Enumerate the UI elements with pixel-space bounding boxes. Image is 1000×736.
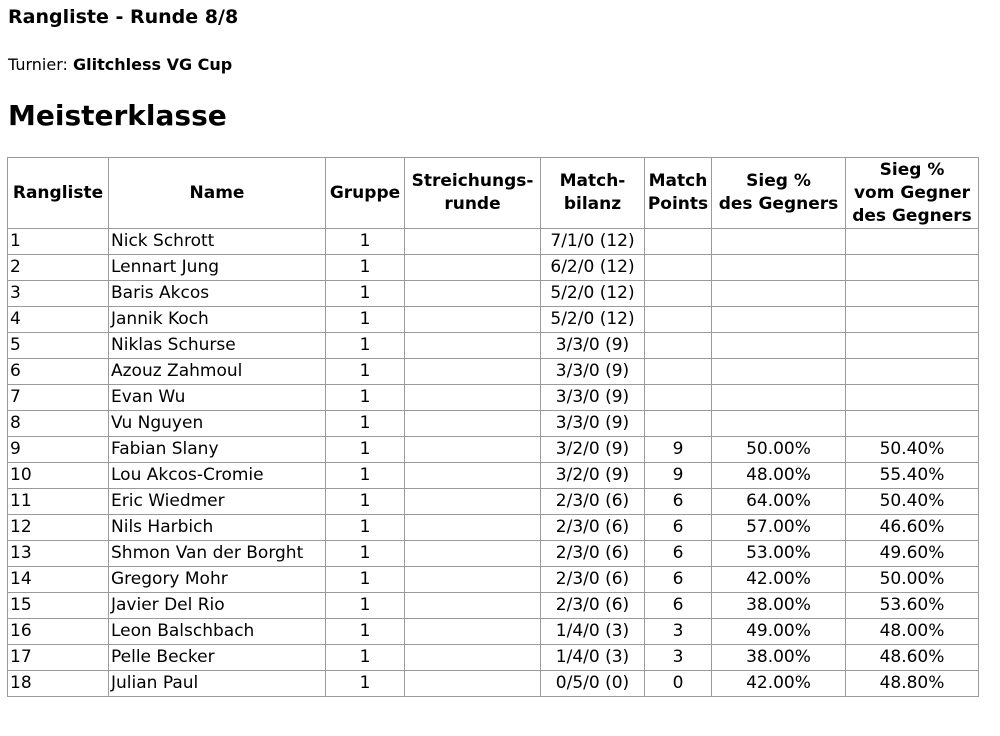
match-record-cell: 3/3/0 (9) (541, 411, 645, 437)
drop-round-cell (405, 333, 541, 359)
drop-round-cell (405, 489, 541, 515)
col-header-line: Match (648, 171, 708, 191)
group-cell: 1 (326, 619, 405, 645)
group-cell: 1 (326, 437, 405, 463)
rank-cell: 12 (8, 515, 109, 541)
match-record-cell: 5/2/0 (12) (541, 281, 645, 307)
match-record-cell: 3/3/0 (9) (541, 359, 645, 385)
match-points-cell: 6 (645, 515, 712, 541)
opp-opp-win-cell (846, 411, 979, 437)
rank-cell: 16 (8, 619, 109, 645)
opp-opp-win-cell (846, 359, 979, 385)
opp-win-cell: 42.00% (712, 671, 846, 697)
match-record-cell: 6/2/0 (12) (541, 255, 645, 281)
opp-win-cell: 64.00% (712, 489, 846, 515)
opp-win-cell: 49.00% (712, 619, 846, 645)
col-header-opp-win (712, 158, 846, 229)
table-row (8, 255, 979, 281)
name-cell: Fabian Slany (109, 437, 326, 463)
table-row (8, 229, 979, 255)
opp-win-cell (712, 229, 846, 255)
table-row (8, 463, 979, 489)
opp-win-cell: 38.00% (712, 645, 846, 671)
drop-round-cell (405, 671, 541, 697)
opp-opp-win-cell (846, 385, 979, 411)
rank-cell: 3 (8, 281, 109, 307)
opp-win-cell: 53.00% (712, 541, 846, 567)
col-header-line: Streichungs- (411, 171, 534, 191)
opp-opp-win-cell: 49.60% (846, 541, 979, 567)
opp-opp-win-cell: 48.80% (846, 671, 979, 697)
rank-cell: 9 (8, 437, 109, 463)
page-title: Rangliste - Runde 8/8 (8, 6, 239, 28)
match-points-cell (645, 411, 712, 437)
group-cell: 1 (326, 333, 405, 359)
col-header-line: Rangliste (12, 182, 104, 203)
opp-opp-win-cell (846, 333, 979, 359)
tournament-label: Turnier: (8, 55, 68, 74)
drop-round-cell (405, 645, 541, 671)
match-record-cell: 2/3/0 (6) (541, 593, 645, 619)
match-record-cell: 5/2/0 (12) (541, 307, 645, 333)
col-header-line: Gruppe (329, 182, 401, 203)
name-cell: Javier Del Rio (109, 593, 326, 619)
match-points-cell (645, 333, 712, 359)
opp-opp-win-cell: 50.40% (846, 437, 979, 463)
match-record-cell: 2/3/0 (6) (541, 515, 645, 541)
col-header-line: des Gegners (852, 205, 972, 226)
match-points-cell (645, 359, 712, 385)
rank-cell: 8 (8, 411, 109, 437)
group-cell: 1 (326, 411, 405, 437)
name-cell: Lou Akcos-Cromie (109, 463, 326, 489)
col-header-line: Match- (559, 171, 626, 191)
match-points-cell: 3 (645, 619, 712, 645)
table-row (8, 333, 979, 359)
opp-opp-win-cell: 48.00% (846, 619, 979, 645)
rank-cell: 7 (8, 385, 109, 411)
opp-opp-win-cell (846, 307, 979, 333)
rank-cell: 14 (8, 567, 109, 593)
rank-cell: 13 (8, 541, 109, 567)
match-points-cell (645, 307, 712, 333)
name-cell: Azouz Zahmoul (109, 359, 326, 385)
name-cell: Evan Wu (109, 385, 326, 411)
match-points-cell (645, 255, 712, 281)
group-cell: 1 (326, 385, 405, 411)
col-header-line: runde (444, 194, 501, 214)
table-row (8, 541, 979, 567)
col-header-line: des Gegners (718, 194, 839, 214)
match-points-cell: 9 (645, 437, 712, 463)
group-cell: 1 (326, 229, 405, 255)
opp-opp-win-cell: 50.40% (846, 489, 979, 515)
name-cell: Baris Akcos (109, 281, 326, 307)
table-row (8, 645, 979, 671)
group-cell: 1 (326, 463, 405, 489)
opp-opp-win-cell: 55.40% (846, 463, 979, 489)
match-points-cell: 3 (645, 645, 712, 671)
table-row (8, 385, 979, 411)
table-row (8, 281, 979, 307)
table-row (8, 593, 979, 619)
drop-round-cell (405, 281, 541, 307)
table-row (8, 359, 979, 385)
col-header-rank (8, 158, 109, 229)
opp-win-cell (712, 411, 846, 437)
match-points-cell: 6 (645, 541, 712, 567)
col-header-line: bilanz (563, 194, 622, 214)
col-header-line: vom Gegner (853, 182, 971, 203)
match-record-cell: 1/4/0 (3) (541, 619, 645, 645)
name-cell: Leon Balschbach (109, 619, 326, 645)
name-cell: Shmon Van der Borght (109, 541, 326, 567)
drop-round-cell (405, 359, 541, 385)
match-points-cell: 9 (645, 463, 712, 489)
tournament-line (8, 55, 232, 74)
opp-win-cell (712, 307, 846, 333)
name-cell: Julian Paul (109, 671, 326, 697)
table-row (8, 411, 979, 437)
opp-opp-win-cell (846, 281, 979, 307)
match-record-cell: 3/3/0 (9) (541, 385, 645, 411)
table-row (8, 671, 979, 697)
rank-cell: 4 (8, 307, 109, 333)
match-record-cell: 2/3/0 (6) (541, 489, 645, 515)
opp-win-cell (712, 385, 846, 411)
match-record-cell: 0/5/0 (0) (541, 671, 645, 697)
drop-round-cell (405, 229, 541, 255)
col-header-drop-round (405, 158, 541, 229)
table-row (8, 489, 979, 515)
group-cell: 1 (326, 489, 405, 515)
match-points-cell (645, 229, 712, 255)
match-points-cell (645, 385, 712, 411)
match-record-cell: 7/1/0 (12) (541, 229, 645, 255)
drop-round-cell (405, 515, 541, 541)
opp-win-cell: 42.00% (712, 567, 846, 593)
drop-round-cell (405, 619, 541, 645)
opp-opp-win-cell: 46.60% (846, 515, 979, 541)
match-points-cell: 0 (645, 671, 712, 697)
tournament-name: Glitchless VG Cup (73, 55, 233, 74)
drop-round-cell (405, 593, 541, 619)
col-header-line: Sieg % (746, 171, 811, 191)
group-cell: 1 (326, 255, 405, 281)
group-cell: 1 (326, 671, 405, 697)
col-header-match-points (645, 158, 712, 229)
name-cell: Niklas Schurse (109, 333, 326, 359)
rank-cell: 11 (8, 489, 109, 515)
match-points-cell: 6 (645, 593, 712, 619)
match-record-cell: 3/3/0 (9) (541, 333, 645, 359)
table-row (8, 307, 979, 333)
col-header-name (109, 158, 326, 229)
drop-round-cell (405, 437, 541, 463)
group-cell: 1 (326, 593, 405, 619)
match-points-cell: 6 (645, 567, 712, 593)
match-points-cell (645, 281, 712, 307)
drop-round-cell (405, 255, 541, 281)
group-cell: 1 (326, 541, 405, 567)
group-cell: 1 (326, 307, 405, 333)
group-cell: 1 (326, 567, 405, 593)
table-row (8, 437, 979, 463)
group-cell: 1 (326, 281, 405, 307)
opp-win-cell: 57.00% (712, 515, 846, 541)
name-cell: Vu Nguyen (109, 411, 326, 437)
opp-opp-win-cell: 53.60% (846, 593, 979, 619)
opp-win-cell: 38.00% (712, 593, 846, 619)
match-record-cell: 1/4/0 (3) (541, 645, 645, 671)
opp-win-cell: 50.00% (712, 437, 846, 463)
rank-cell: 1 (8, 229, 109, 255)
col-header-match-record (541, 158, 645, 229)
rank-cell: 18 (8, 671, 109, 697)
drop-round-cell (405, 541, 541, 567)
group-cell: 1 (326, 359, 405, 385)
section-title: Meisterklasse (8, 99, 227, 132)
name-cell: Jannik Koch (109, 307, 326, 333)
table-row (8, 567, 979, 593)
table-row (8, 619, 979, 645)
opp-win-cell (712, 333, 846, 359)
drop-round-cell (405, 463, 541, 489)
opp-win-cell: 48.00% (712, 463, 846, 489)
group-cell: 1 (326, 515, 405, 541)
drop-round-cell (405, 411, 541, 437)
col-header-opp-opp-win (846, 158, 979, 229)
standings-table (7, 157, 979, 697)
col-header-line: Sieg % (879, 159, 945, 180)
name-cell: Lennart Jung (109, 255, 326, 281)
header-row (8, 158, 979, 229)
rank-cell: 10 (8, 463, 109, 489)
opp-opp-win-cell: 48.60% (846, 645, 979, 671)
col-header-line: Points (647, 194, 709, 214)
rank-cell: 2 (8, 255, 109, 281)
name-cell: Nick Schrott (109, 229, 326, 255)
opp-opp-win-cell (846, 229, 979, 255)
name-cell: Gregory Mohr (109, 567, 326, 593)
table-row (8, 515, 979, 541)
opp-opp-win-cell: 50.00% (846, 567, 979, 593)
drop-round-cell (405, 385, 541, 411)
group-cell: 1 (326, 645, 405, 671)
drop-round-cell (405, 567, 541, 593)
match-record-cell: 3/2/0 (9) (541, 437, 645, 463)
match-record-cell: 3/2/0 (9) (541, 463, 645, 489)
opp-win-cell (712, 281, 846, 307)
drop-round-cell (405, 307, 541, 333)
col-header-group (326, 158, 405, 229)
opp-win-cell (712, 359, 846, 385)
rank-cell: 17 (8, 645, 109, 671)
opp-win-cell (712, 255, 846, 281)
match-points-cell: 6 (645, 489, 712, 515)
match-record-cell: 2/3/0 (6) (541, 541, 645, 567)
col-header-line: Name (189, 182, 245, 203)
match-record-cell: 2/3/0 (6) (541, 567, 645, 593)
rank-cell: 5 (8, 333, 109, 359)
opp-opp-win-cell (846, 255, 979, 281)
name-cell: Eric Wiedmer (109, 489, 326, 515)
rank-cell: 15 (8, 593, 109, 619)
name-cell: Nils Harbich (109, 515, 326, 541)
name-cell: Pelle Becker (109, 645, 326, 671)
rank-cell: 6 (8, 359, 109, 385)
